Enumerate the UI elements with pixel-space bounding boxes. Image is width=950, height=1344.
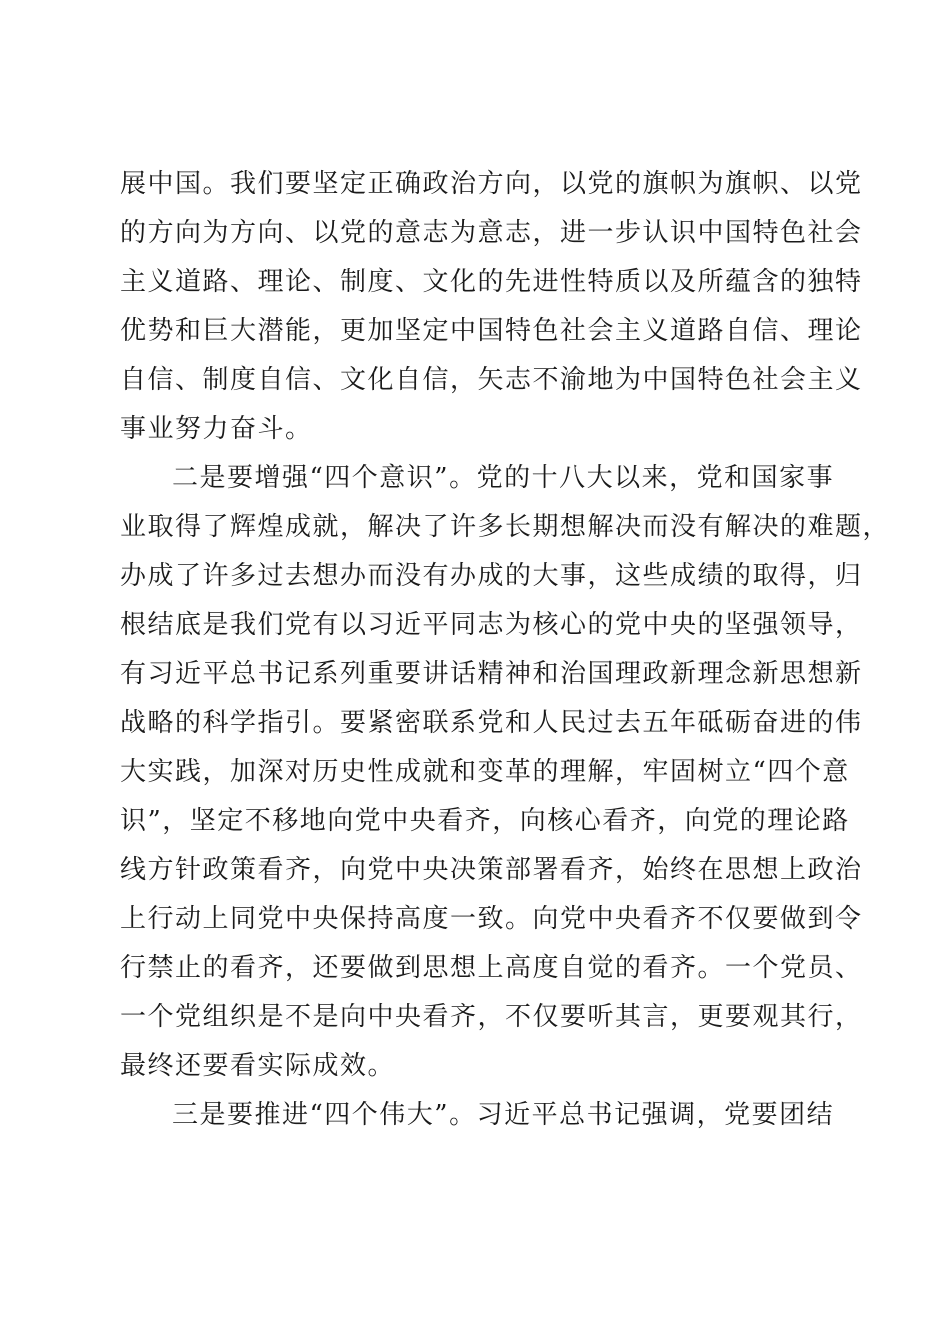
paragraph-1-line-2: 的方向为方向、以党的意志为意志，进一步认识中国特色社会 [120, 218, 863, 248]
paragraph-2-line-12: 一个党组织是不是向中央看齐，不仅要听其言，更要观其行， [120, 1002, 863, 1032]
paragraph-2-line-1: 二是要增强“四个意识”。党的十八大以来，党和国家事 [172, 463, 835, 493]
paragraph-1-line-6: 事业努力奋斗。 [120, 414, 313, 444]
paragraph-2-line-4: 根结底是我们党有以习近平同志为核心的党中央的坚强领导， [120, 610, 863, 640]
paragraph-2-line-11: 行禁止的看齐，还要做到思想上高度自觉的看齐。一个党员、 [120, 953, 863, 983]
paragraph-2-line-10: 上行动上同党中央保持高度一致。向党中央看齐不仅要做到令 [120, 904, 863, 934]
paragraph-1-line-4: 优势和巨大潜能，更加坚定中国特色社会主义道路自信、理论 [120, 316, 863, 346]
paragraph-1-line-5: 自信、制度自信、文化自信，矢志不渝地为中国特色社会主义 [120, 365, 863, 395]
body-text [120, 160, 891, 1140]
paragraph-2-line-9: 线方针政策看齐，向党中央决策部署看齐，始终在思想上政治 [120, 855, 863, 885]
paragraph-2-line-3: 办成了许多过去想办而没有办成的大事，这些成绩的取得，归 [120, 561, 863, 591]
paragraph-2-line-5: 有习近平总书记系列重要讲话精神和治国理政新理念新思想新 [120, 659, 863, 689]
paragraph-1-line-1: 展中国。我们要坚定正确政治方向，以党的旗帜为旗帜、以党 [120, 169, 863, 199]
paragraph-2-line-13: 最终还要看实际成效。 [120, 1051, 396, 1081]
paragraph-2-line-2: 业取得了辉煌成就，解决了许多长期想解决而没有解决的难题， [120, 512, 891, 542]
paragraph-3-line-1: 三是要推进“四个伟大”。习近平总书记强调，党要团结 [172, 1100, 835, 1130]
paragraph-2-line-7: 大实践，加深对历史性成就和变革的理解，牢固树立“四个意 [120, 757, 850, 787]
paragraph-2-line-8: 识”，坚定不移地向党中央看齐，向核心看齐，向党的理论路 [120, 806, 850, 836]
paragraph-1-line-3: 主义道路、理论、制度、文化的先进性特质以及所蕴含的独特 [120, 267, 863, 297]
paragraph-2-line-6: 战略的科学指引。要紧密联系党和人民过去五年砥砺奋进的伟 [120, 708, 863, 738]
